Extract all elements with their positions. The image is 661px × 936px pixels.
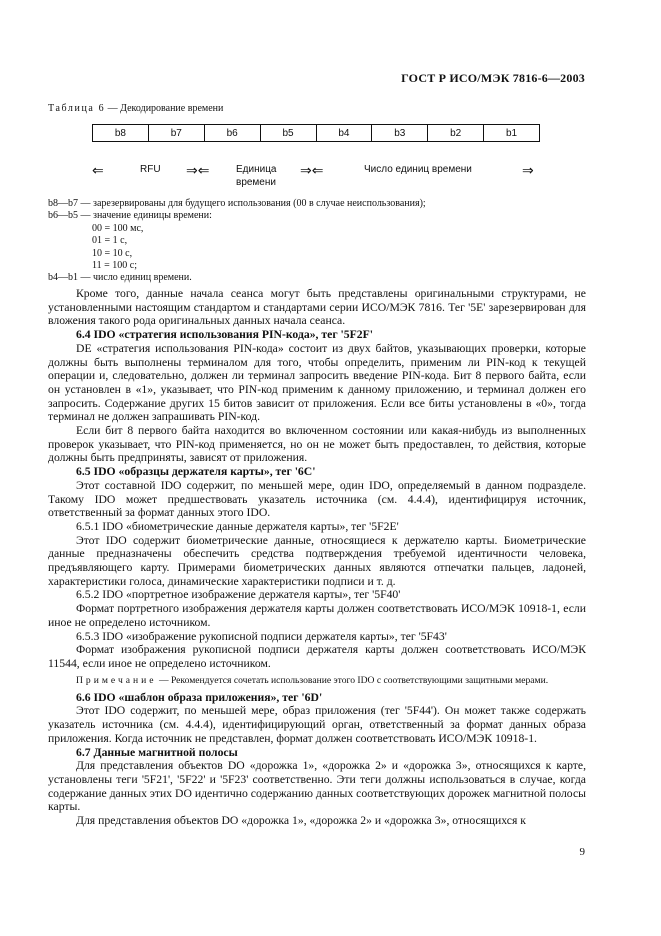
- legend-line: 10 = 10 с,: [92, 247, 133, 259]
- rfu-label: RFU: [140, 164, 161, 175]
- note-label: Примечание: [76, 674, 157, 686]
- bit-cell: b8: [93, 125, 149, 142]
- paragraph: Этот составной IDO содержит, по меньшей мере, один IDO, определяемый в данном подразделе. Такому IDO может предшествовать указатель источника (см. 4.4.4), идентифицируя источник, ответственный за формат данных этого IDO.: [48, 478, 586, 520]
- note: [48, 675, 586, 687]
- bit-cell: b2: [428, 125, 484, 142]
- bit-cell: b6: [204, 125, 260, 142]
- paragraph: Формат портретного изображения держателя карты должен соответствовать ИСО/МЭК 10918-1, если иное не определено источником.: [48, 602, 586, 629]
- bit-field-diagram: [0, 160, 661, 200]
- paragraph: Для представления объектов DO «дорожка 1», «дорожка 2» и «дорожка 3», относящихся к карте, установлены теги '5F21', '5F22' и '5F23' соответственно. Эти теги должны использоваться в случае, когда содержание данных этих DO идентично содержанию данных соответствующих дорожек магнитной полосы карты.: [48, 759, 586, 814]
- bit-table: [92, 124, 540, 142]
- bit-cell: b5: [260, 125, 316, 142]
- section-heading: 6.5 IDO «образцы держателя карты», тег '6C': [76, 465, 316, 479]
- document-body: [48, 287, 586, 828]
- document-header: ГОСТ Р ИСО/МЭК 7816-6—2003: [401, 71, 585, 85]
- separator-arrow-icon: ⇒⇐: [186, 162, 210, 178]
- page-number: 9: [579, 846, 585, 858]
- section-heading: 6.7 Данные магнитной полосы: [76, 745, 238, 759]
- left-arrow-icon: ⇐: [92, 162, 104, 178]
- table-caption-text: — Декодирование времени: [105, 103, 224, 114]
- count-label: Число единиц времени: [364, 164, 472, 175]
- paragraph: Этот IDO содержит биометрические данные, относящиеся к держателю карты. Биометрические данные предназначены обеспечить средства подтверждения требуемой идентичности человека, предъявляющего карту. Примерами биометрических данных являются отпечатки пальцев, ладоней, характеристики голоса, динамические характеристики подписи и т. д.: [48, 533, 586, 588]
- legend-line: 01 = 1 с,: [92, 235, 128, 247]
- bit-cell: b4: [316, 125, 372, 142]
- legend-line: b8—b7 — зарезервированы для будущего использования (00 в случае неиспользования);: [48, 198, 426, 209]
- table-caption: [48, 103, 223, 114]
- subsection-heading: 6.5.3 IDO «изображение рукописной подписи держателя карты», тег '5F43': [76, 629, 447, 643]
- paragraph: Этот IDO содержит, по меньшей мере, образ приложения (тег '5F44'). Он может также содержать указатель источника (см. 4.4.4), идентифицирующий орган, ответственный за формат данных образа приложения. Когда источник не представлен, формат должен соответствовать ИСО/МЭК 10918-1.: [48, 704, 586, 745]
- section-heading: 6.4 IDO «стратегия использования PIN-кода», тег '5F2F': [76, 328, 374, 342]
- legend-line: 00 = 100 мс,: [92, 222, 144, 234]
- legend-line: 11 = 100 с;: [92, 260, 137, 272]
- section-heading: 6.6 IDO «шаблон образа приложения», тег '6D': [76, 690, 323, 704]
- table-caption-prefix: Таблица 6: [48, 103, 106, 114]
- separator-arrow-icon: ⇒⇐: [300, 162, 324, 178]
- paragraph: DE «стратегия использования PIN-кода» состоит из двух байтов, указывающих проверки, которые должны быть выполнены терминалом для того, чтобы определить, применим ли PIN-код к текущей операции и, следовательно, должен ли терминал запросить введение PIN-кода. Бит 8 первого байта, если он установлен в «1», указывает, что PIN-код применим к данному приложению, и терминал должен его запросить. Содержание других 15 битов зависит от приложения. Если все биты установлены в «0», тогда терминал не должен запрашивать PIN-код.: [48, 341, 586, 424]
- legend-line: b6—b5 — значение единицы времени:: [48, 210, 212, 222]
- note-text: — Рекомендуется сочетать использование этого IDO с соответствующими защитными мерами.: [156, 674, 549, 686]
- bit-legend: [48, 198, 426, 285]
- bit-cell: b3: [372, 125, 428, 142]
- paragraph: Кроме того, данные начала сеанса могут быть представлены оригинальными структурами, не установленными настоящим стандартом и стандартами серии ИСО/МЭК 7816. Тег '5E' зарезервирован для вложения такого рода оригинальных данных начала сеанса.: [48, 287, 586, 328]
- bit-cell: b1: [484, 125, 540, 142]
- paragraph: Формат изображения рукописной подписи держателя карты должен соответствовать ИСО/МЭК 11544, если иное не определено источником.: [48, 643, 586, 670]
- legend-line: b4—b1 — число единиц времени.: [48, 272, 192, 284]
- bit-cell: b7: [148, 125, 204, 142]
- subsection-heading: 6.5.2 IDO «портретное изображение держателя карты», тег '5F40': [76, 588, 401, 602]
- unit-label-line2: времени: [236, 177, 276, 188]
- paragraph: Если бит 8 первого байта находится во включенном состоянии или какая-нибудь из выполненных проверок указывает, что PIN-код применяется, но он не может быть предоставлен, то действия, которые должны быть предприняты, зависят от приложения.: [48, 424, 586, 465]
- subsection-heading: 6.5.1 IDO «биометрические данные держателя карты», тег '5F2E': [76, 519, 399, 533]
- paragraph: Для представления объектов DO «дорожка 1», «дорожка 2» и «дорожка 3», относящихся к: [76, 814, 526, 828]
- right-arrow-icon: ⇒: [522, 162, 534, 178]
- unit-label-line1: Единица: [236, 164, 277, 175]
